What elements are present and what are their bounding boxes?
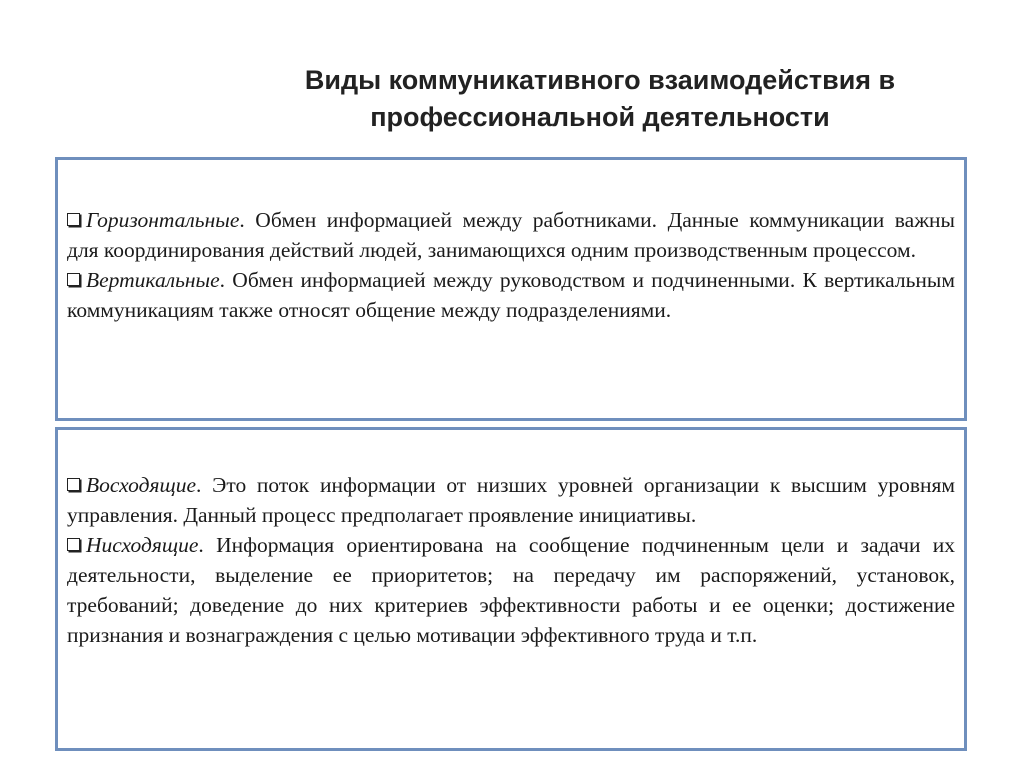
box-content [67,205,955,325]
list-item-downward [67,530,955,650]
term-label: Нисходящие [86,533,199,557]
slide-title [230,62,970,136]
term-separator: . [198,533,204,557]
term-separator: . [239,208,245,232]
checkbox-bullet-icon [67,538,80,551]
term-label: Восходящие [86,473,197,497]
term-separator: . [196,473,202,497]
communication-box-horizontal-vertical [55,157,967,421]
list-item-vertical [67,265,955,325]
term-label: Вертикальные [86,268,220,292]
item-text: Это поток информации от низших уровней организации к высшим уровням управления. Данный процесс предполагает проявление инициативы. [67,473,955,527]
list-item-horizontal [67,205,955,265]
checkbox-bullet-icon [67,478,80,491]
box-content [67,470,955,650]
term-separator: . [219,268,225,292]
title-line-2: профессиональной деятельности [370,102,830,132]
title-line-1: Виды коммуникативного взаимодействия в [304,65,896,95]
item-text: Обмен информацией между руководством и подчиненными. К вертикальным коммуникациям также относят общение между подразделениями. [67,268,955,322]
list-item-upward [67,470,955,530]
checkbox-bullet-icon [67,273,80,286]
communication-box-upward-downward [55,427,967,751]
term-label: Горизонтальные [86,208,240,232]
item-text: Обмен информацией между работниками. Данные коммуникации важны для координирования действий людей, занимающихся одним производственным процессом. [67,208,955,262]
item-text: Информация ориентирована на сообщение подчиненным цели и задачи их деятельности, выделение ее приоритетов; на передачу им распоряжений, установок, требований; доведение до них критериев эффективности работы и ее оценки; достижение признания и вознаграждения с целью мотивации эффективного труда и т.п. [67,533,955,647]
checkbox-bullet-icon [67,213,80,226]
